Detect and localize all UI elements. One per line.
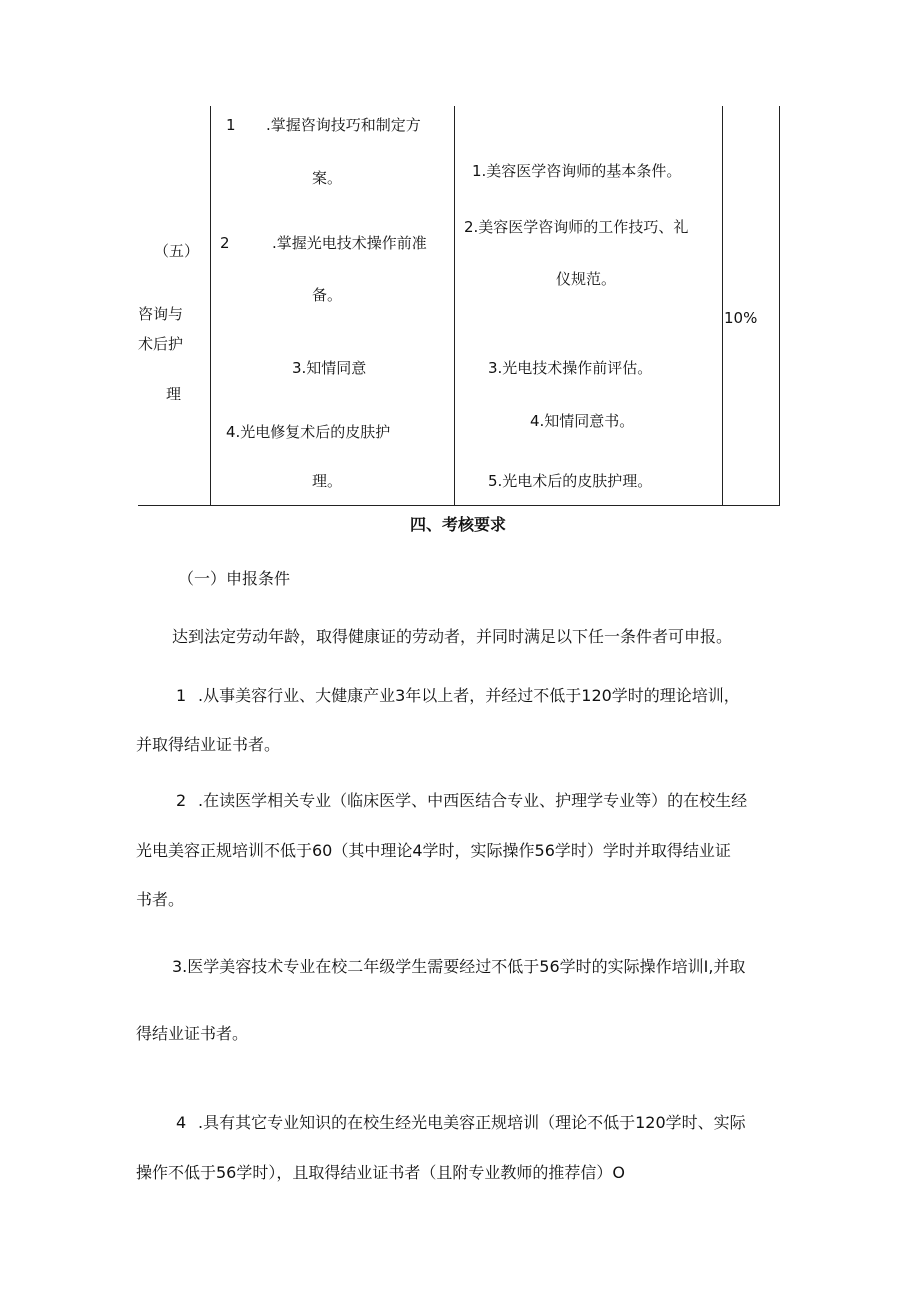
- section-subtitle: （一）申报条件: [178, 569, 291, 588]
- item-line: 光电美容正规培训不低于60（其中理论4学时，实际操作56学时）学时并取得结业证: [136, 841, 731, 860]
- module-name-line: 术后护: [138, 335, 184, 353]
- table-column-divider: [722, 106, 723, 506]
- table-column-divider: [454, 106, 455, 506]
- knowledge-item: 2.美容医学咨询师的工作技巧、礼: [464, 218, 689, 236]
- skill-item: 4.光电修复术后的皮肤护: [226, 423, 391, 441]
- weight-percentage: 10%: [724, 309, 758, 327]
- table-bottom-border: [138, 505, 780, 506]
- section-title: 四、考核要求: [410, 515, 507, 534]
- item-number: 4: [176, 1113, 187, 1132]
- knowledge-item-continued: 仪规范。: [556, 270, 617, 288]
- item-line: .具有其它专业知识的在校生经光电美容正规培训（理论不低于120学时、实际: [198, 1113, 746, 1132]
- module-name-line: 咨询与: [138, 305, 184, 323]
- skill-item: .掌握咨询技巧和制定方: [266, 116, 421, 134]
- item-line: 操作不低于56学时），且取得结业证书者（且附专业教师的推荐信）O: [136, 1163, 625, 1182]
- item-number: 2: [176, 791, 187, 810]
- item-line: .从事美容行业、大健康产业3年以上者，并经过不低于120学时的理论培训，: [198, 686, 740, 705]
- skill-item-continued: 理。: [312, 472, 343, 490]
- skill-item-continued: 案。: [312, 169, 343, 187]
- table-right-border: [779, 106, 780, 506]
- skill-number: 2: [220, 234, 230, 252]
- item-number: 1: [176, 686, 187, 705]
- knowledge-item: 1.美容医学咨询师的基本条件。: [472, 162, 682, 180]
- item-line: 3.医学美容技术专业在校二年级学生需要经过不低于56学时的实际操作培训I,并取: [172, 957, 746, 976]
- item-line: .在读医学相关专业（临床医学、中西医结合专业、护理学专业等）的在校生经: [198, 791, 748, 810]
- table-column-divider: [210, 106, 211, 506]
- item-line: 得结业证书者。: [136, 1024, 249, 1043]
- knowledge-item: 5.光电术后的皮肤护理。: [488, 472, 653, 490]
- knowledge-item: 3.光电技术操作前评估。: [488, 359, 653, 377]
- skill-item-continued: 备。: [312, 286, 343, 304]
- module-name-line: 理: [166, 385, 182, 403]
- knowledge-item: 4.知情同意书。: [530, 412, 635, 430]
- intro-paragraph: 达到法定劳动年龄，取得健康证的劳动者，并同时满足以下任一条件者可申报。: [172, 627, 733, 646]
- skill-item: .掌握光电技术操作前准: [272, 234, 427, 252]
- skill-number: 1: [226, 116, 236, 134]
- skill-item: 3.知情同意: [292, 359, 367, 377]
- item-line: 并取得结业证书者。: [136, 735, 281, 754]
- item-line: 书者。: [136, 890, 185, 909]
- module-number: （五）: [154, 242, 200, 260]
